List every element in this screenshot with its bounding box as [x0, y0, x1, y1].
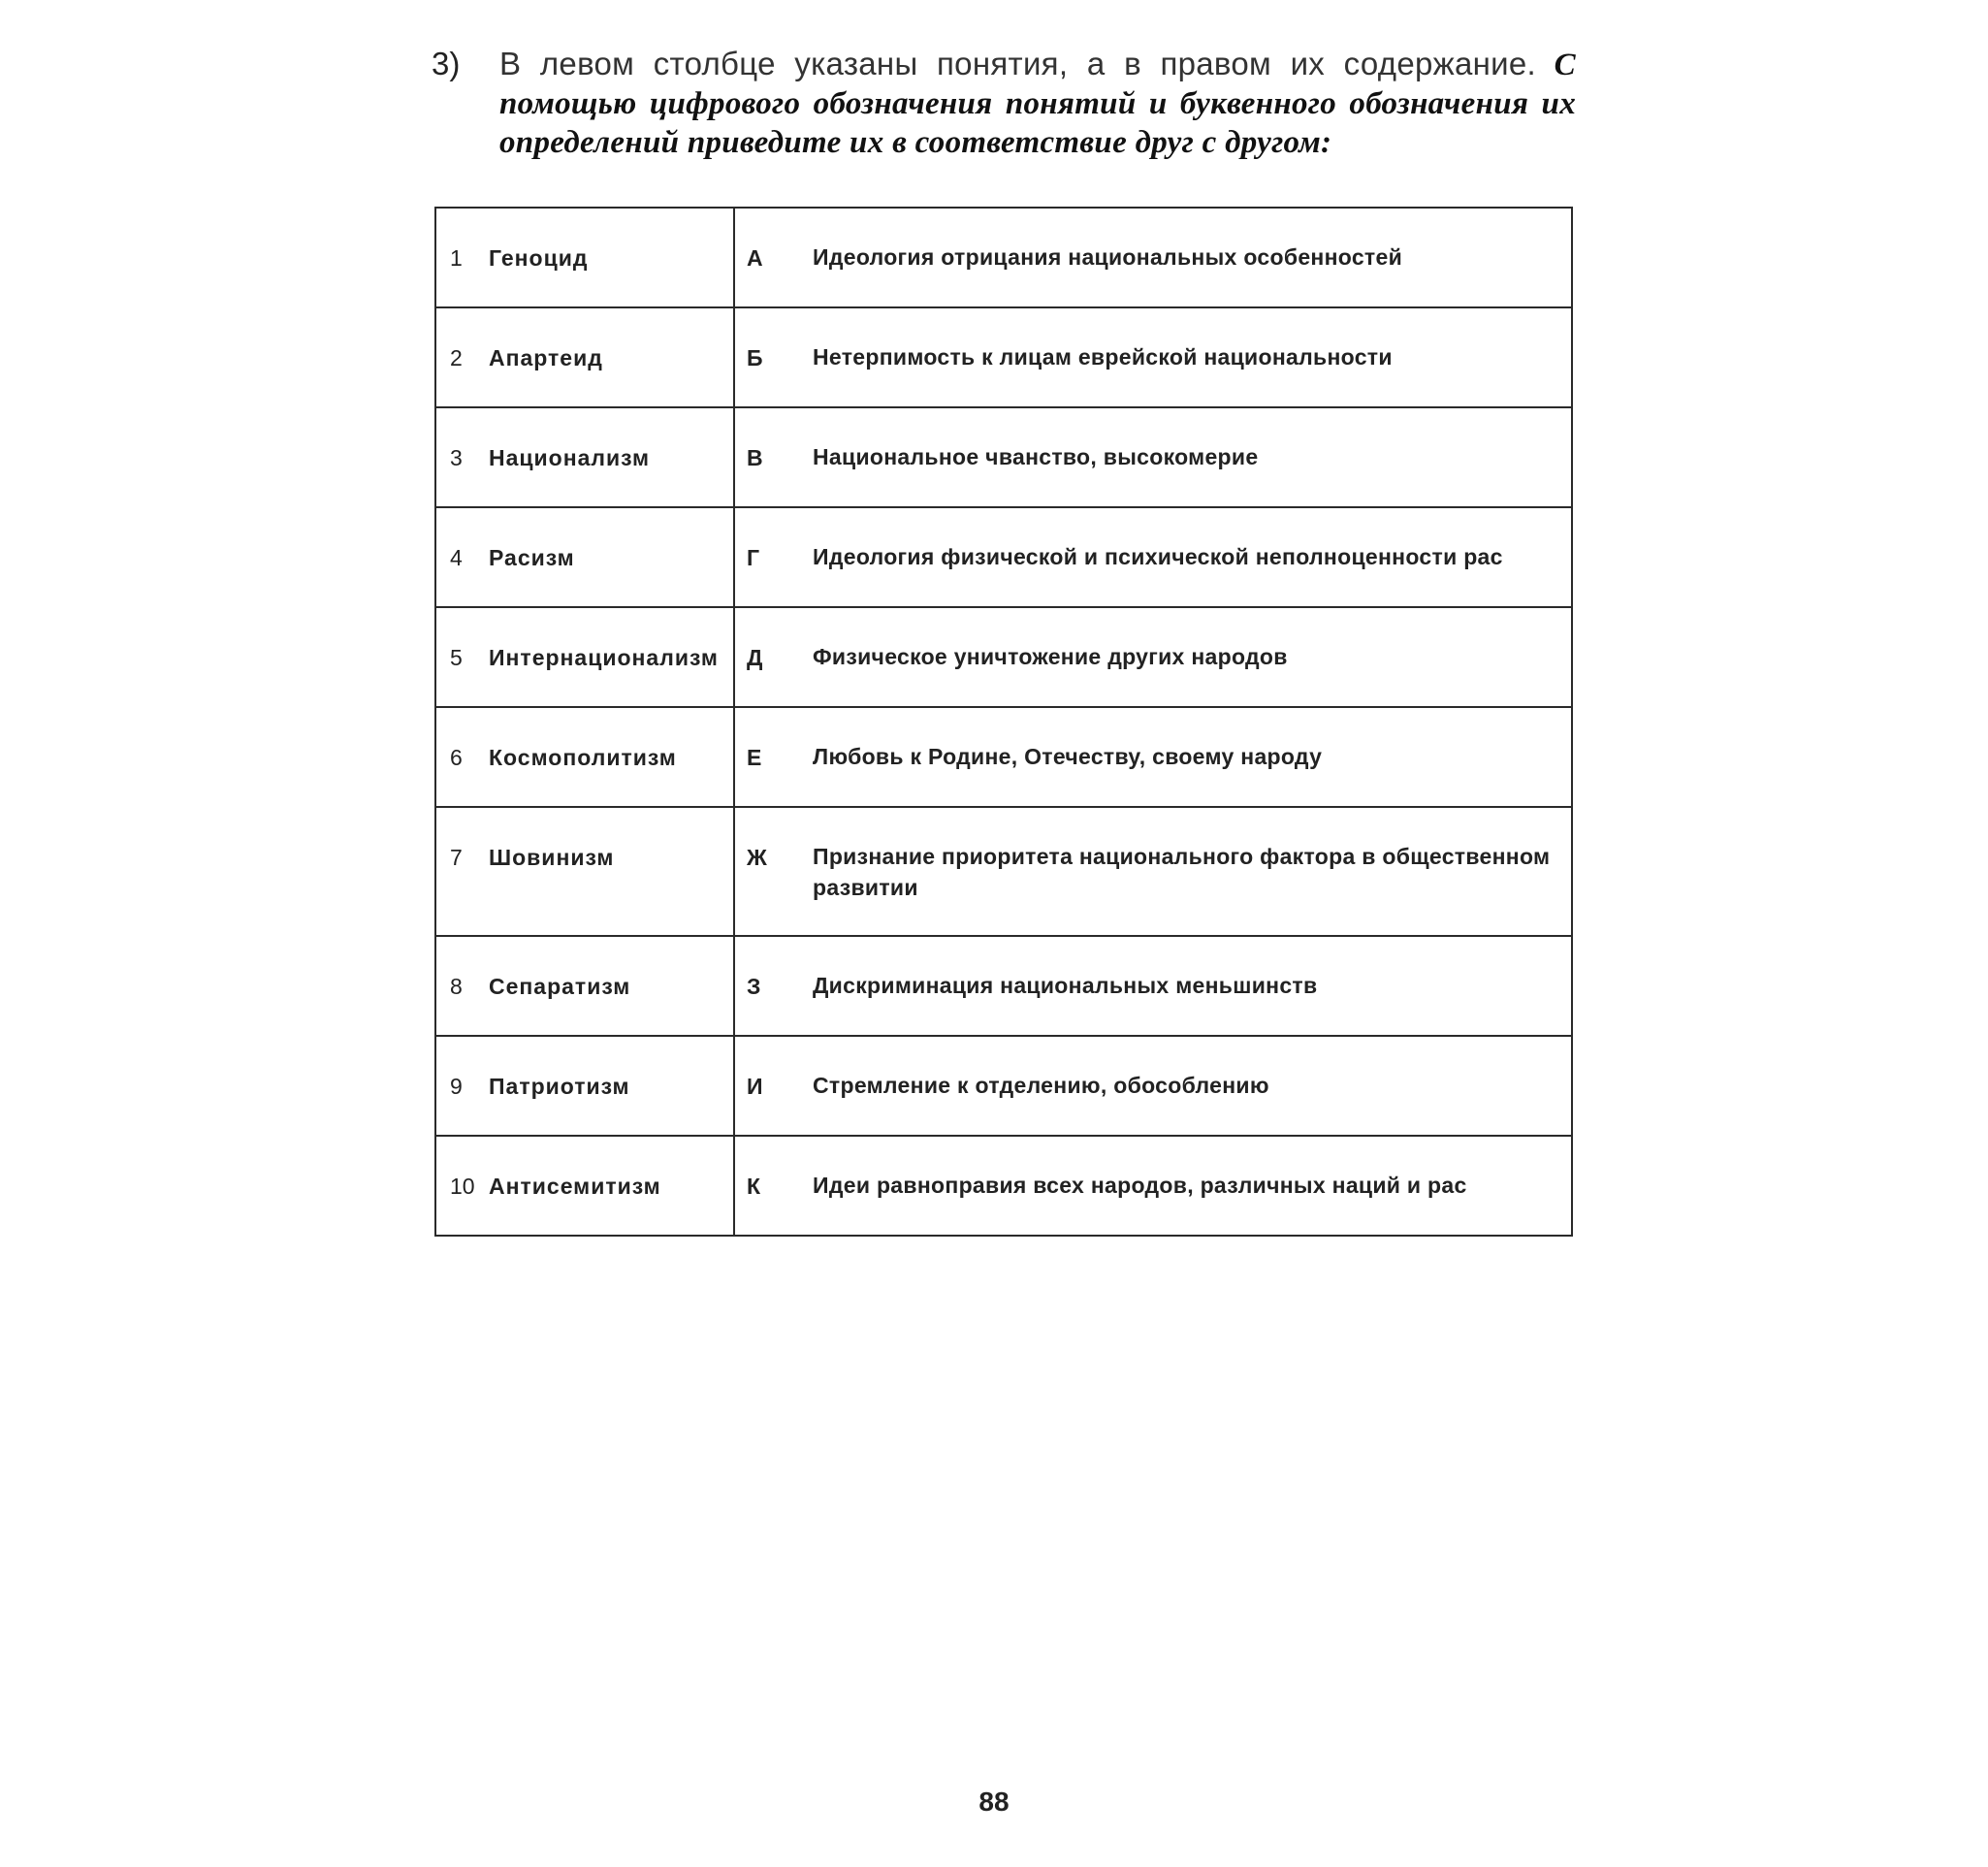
definition-cell: [734, 807, 1572, 936]
concept-number: 7: [450, 845, 463, 870]
definition-cell: [734, 707, 1572, 807]
table-row: [435, 307, 1572, 407]
concept-cell: [435, 307, 734, 407]
concept-number: 6: [450, 745, 463, 770]
definition-letter: З: [747, 974, 761, 999]
definition-text: Идеи равноправия всех народов, различных наций и рас: [813, 1173, 1467, 1198]
definition-text: Любовь к Родине, Отечеству, своему народу: [813, 744, 1323, 769]
concept-number: 4: [450, 545, 463, 570]
definition-letter: Е: [747, 745, 762, 770]
concept-cell: [435, 707, 734, 807]
table-row: [435, 936, 1572, 1036]
definition-cell: [734, 1036, 1572, 1136]
definition-letter: К: [747, 1174, 761, 1199]
definition-letter: Д: [747, 645, 763, 670]
concept-number: 10: [450, 1174, 475, 1199]
concept-number: 9: [450, 1074, 463, 1099]
definition-cell: [734, 407, 1572, 507]
concept-number: 5: [450, 645, 463, 670]
definition-letter: Б: [747, 345, 763, 370]
concept-number: 8: [450, 974, 463, 999]
table-row: [435, 407, 1572, 507]
definition-cell: [734, 307, 1572, 407]
table-row: [435, 807, 1572, 936]
table-row: [435, 1036, 1572, 1136]
table-row: [435, 208, 1572, 307]
definition-cell: [734, 1136, 1572, 1236]
concept-term: Интернационализм: [489, 645, 719, 670]
definition-letter: В: [747, 445, 763, 470]
concept-term: Национализм: [489, 445, 651, 470]
page-number: 88: [978, 1787, 1010, 1817]
concept-number: 1: [450, 245, 463, 271]
concept-cell: [435, 607, 734, 707]
definition-text: Признание приоритета национального фактора в общественном развитии: [813, 844, 1551, 900]
table-row: [435, 707, 1572, 807]
concept-cell: [435, 208, 734, 307]
concept-term: Апартеид: [489, 345, 603, 370]
concept-term: Геноцид: [489, 245, 589, 271]
concept-term: Антисемитизм: [489, 1174, 661, 1199]
definition-letter: И: [747, 1074, 763, 1099]
definition-text: Физическое уничтожение других народов: [813, 644, 1288, 669]
task-instruction: [499, 45, 1576, 162]
definition-text: Стремление к отделению, обособлению: [813, 1073, 1269, 1098]
table-row: [435, 607, 1572, 707]
concept-cell: [435, 507, 734, 607]
concept-cell: [435, 807, 734, 936]
concept-term: Сепаратизм: [489, 974, 631, 999]
definition-text: Дискриминация национальных меньшинств: [813, 973, 1318, 998]
concept-cell: [435, 1036, 734, 1136]
concept-term: Патриотизм: [489, 1074, 630, 1099]
concept-term: Космополитизм: [489, 745, 677, 770]
definition-cell: [734, 607, 1572, 707]
task-number: 3): [432, 46, 461, 81]
definition-text: Нетерпимость к лицам еврейской национальности: [813, 344, 1393, 370]
concept-cell: [435, 1136, 734, 1236]
definition-cell: [734, 507, 1572, 607]
task-instruction-plain: В левом столбце указаны понятия, а в правом их содержание.: [499, 46, 1537, 81]
table-row: [435, 507, 1572, 607]
definition-text: Идеология отрицания национальных особенностей: [813, 244, 1403, 270]
definition-letter: А: [747, 245, 763, 271]
concept-term: Шовинизм: [489, 845, 615, 870]
definition-text: Идеология физической и психической неполноценности рас: [813, 544, 1503, 569]
concept-number: 2: [450, 345, 463, 370]
definition-cell: [734, 936, 1572, 1036]
definition-letter: Г: [747, 545, 760, 570]
task-instruction-emphasis: С помощью цифрового обозначения понятий и буквенного обозначения их определений приведите их в соответствие друг с другом:: [499, 48, 1576, 160]
concept-cell: [435, 936, 734, 1036]
concept-cell: [435, 407, 734, 507]
definition-cell: [734, 208, 1572, 307]
definition-letter: Ж: [747, 845, 767, 870]
matching-table: [434, 207, 1573, 1237]
table-row: [435, 1136, 1572, 1236]
concept-number: 3: [450, 445, 463, 470]
concept-term: Расизм: [489, 545, 575, 570]
definition-text: Национальное чванство, высокомерие: [813, 444, 1259, 469]
